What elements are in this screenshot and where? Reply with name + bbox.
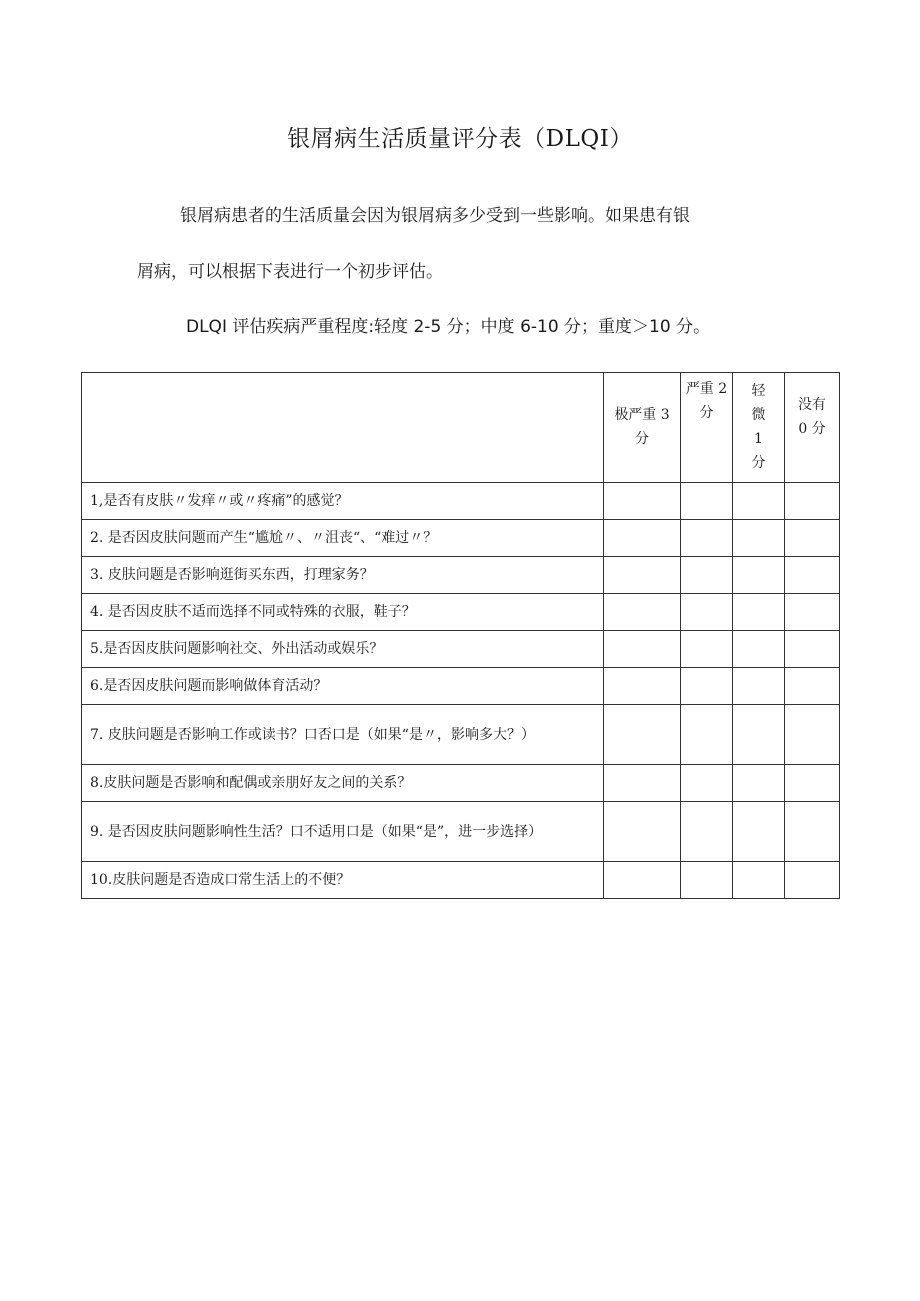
question-2: 2. 是否因皮肤问题而产生“尴尬〃、〃沮丧“、“难过〃？	[82, 520, 604, 557]
score-cell-mild[interactable]	[733, 765, 785, 802]
score-cell-extreme[interactable]	[604, 705, 681, 765]
score-cell-extreme[interactable]	[604, 802, 681, 862]
table-row	[82, 765, 840, 802]
score-cell-none[interactable]	[785, 668, 840, 705]
table-row	[82, 594, 840, 631]
question-4: 4. 是否因皮肤不适而选择不同或特殊的衣服，鞋子？	[82, 594, 604, 631]
header-mild-1: 轻微 1 分	[733, 373, 785, 483]
score-cell-none[interactable]	[785, 802, 840, 862]
score-cell-extreme[interactable]	[604, 483, 681, 520]
score-cell-severe[interactable]	[681, 765, 733, 802]
score-cell-mild[interactable]	[733, 520, 785, 557]
score-cell-severe[interactable]	[681, 557, 733, 594]
score-cell-severe[interactable]	[681, 631, 733, 668]
table-row	[82, 483, 840, 520]
score-cell-extreme[interactable]	[604, 668, 681, 705]
table-row	[82, 862, 840, 899]
score-cell-mild[interactable]	[733, 668, 785, 705]
table-header-row	[82, 373, 840, 483]
page-title: 银屑病生活质量评分表（DLQI）	[287, 126, 633, 152]
severity-criteria: DLQI 评估疾病严重程度:轻度 2-5 分；中度 6-10 分；重度＞10 分。	[186, 317, 711, 337]
table-row	[82, 631, 840, 668]
score-cell-mild[interactable]	[733, 594, 785, 631]
question-9: 9. 是否因皮肤问题影响性生活？口不适用口是（如果“是”，进一步选择）	[82, 802, 604, 862]
score-cell-extreme[interactable]	[604, 862, 681, 899]
score-cell-severe[interactable]	[681, 802, 733, 862]
score-cell-mild[interactable]	[733, 802, 785, 862]
score-cell-mild[interactable]	[733, 483, 785, 520]
score-cell-extreme[interactable]	[604, 557, 681, 594]
question-5: 5.是否因皮肤问题影响社交、外出活动或娱乐？	[82, 631, 604, 668]
header-extreme-3: 极严重 3 分	[604, 373, 681, 483]
score-cell-none[interactable]	[785, 557, 840, 594]
header-severe-2: 严重 2 分	[681, 373, 733, 483]
question-10: 10.皮肤问题是否造成口常生活上的不便？	[82, 862, 604, 899]
table-row	[82, 668, 840, 705]
score-cell-none[interactable]	[785, 705, 840, 765]
score-cell-mild[interactable]	[733, 705, 785, 765]
score-cell-severe[interactable]	[681, 668, 733, 705]
score-cell-none[interactable]	[785, 483, 840, 520]
header-none-0: 没有 0 分	[785, 373, 840, 483]
table-row	[82, 802, 840, 862]
question-7: 7. 皮肤问题是否影响工作或读书？口否口是（如果“是〃，影响多大？）	[82, 705, 604, 765]
score-cell-none[interactable]	[785, 765, 840, 802]
score-cell-extreme[interactable]	[604, 631, 681, 668]
score-cell-none[interactable]	[785, 862, 840, 899]
score-cell-none[interactable]	[785, 520, 840, 557]
header-question	[82, 373, 604, 483]
score-cell-severe[interactable]	[681, 594, 733, 631]
score-cell-extreme[interactable]	[604, 765, 681, 802]
table-row	[82, 520, 840, 557]
score-cell-extreme[interactable]	[604, 520, 681, 557]
score-cell-severe[interactable]	[681, 520, 733, 557]
score-cell-none[interactable]	[785, 631, 840, 668]
question-1: 1,是否有皮肤〃发痒〃或〃疼痛”的感觉？	[82, 483, 604, 520]
intro-paragraph-line-2: 屑病，可以根据下表进行一个初步评估。	[137, 262, 443, 282]
table-row	[82, 705, 840, 765]
table-row	[82, 557, 840, 594]
dlqi-score-table	[81, 372, 840, 899]
score-cell-mild[interactable]	[733, 631, 785, 668]
score-cell-mild[interactable]	[733, 862, 785, 899]
question-6: 6.是否因皮肤问题而影响做体育活动？	[82, 668, 604, 705]
score-cell-severe[interactable]	[681, 862, 733, 899]
score-cell-extreme[interactable]	[604, 594, 681, 631]
intro-paragraph-line-1: 银屑病患者的生活质量会因为银屑病多少受到一些影响。如果患有银	[180, 206, 690, 226]
question-8: 8.皮肤问题是否影响和配偶或亲朋好友之间的关系？	[82, 765, 604, 802]
score-cell-severe[interactable]	[681, 483, 733, 520]
score-cell-none[interactable]	[785, 594, 840, 631]
score-cell-severe[interactable]	[681, 705, 733, 765]
question-3: 3. 皮肤问题是否影响逛街买东西，打理家务？	[82, 557, 604, 594]
score-cell-mild[interactable]	[733, 557, 785, 594]
